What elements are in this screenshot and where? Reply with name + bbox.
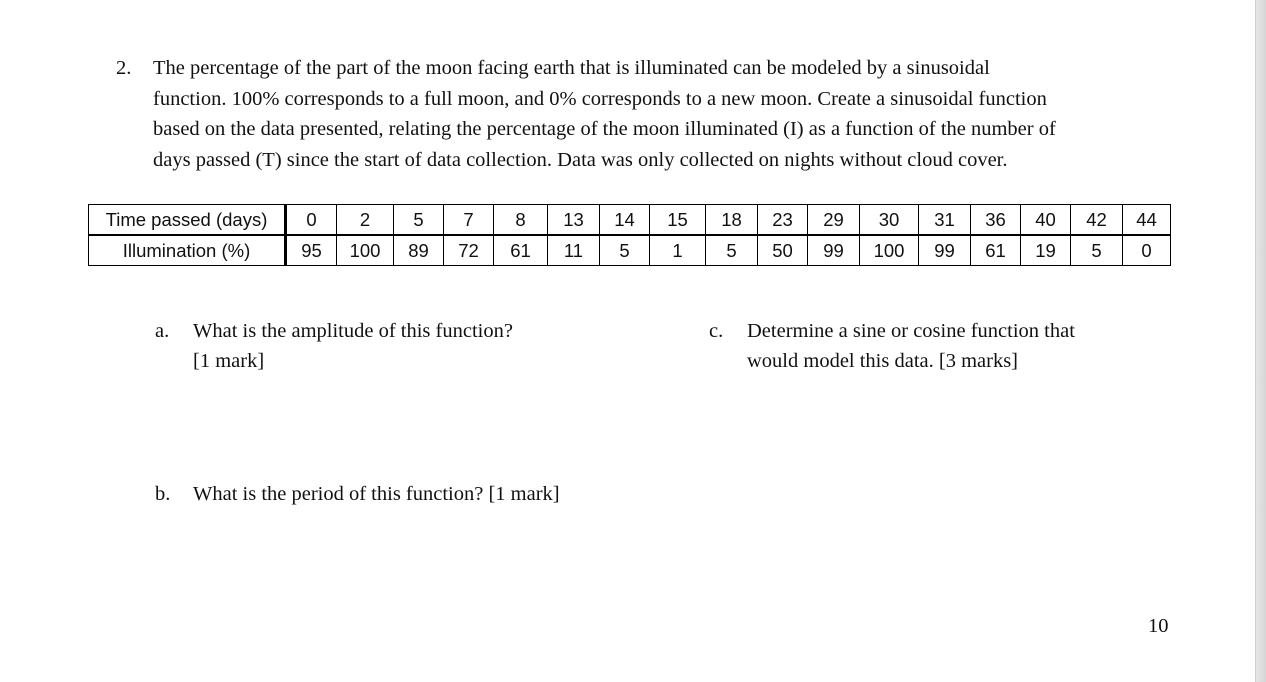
part-c-text xyxy=(747,316,1075,376)
illumination-cell: 0 xyxy=(1123,235,1171,266)
part-a-line: [1 mark] xyxy=(193,350,265,372)
illumination-cell: 5 xyxy=(1071,235,1123,266)
time-cell: 5 xyxy=(394,205,444,236)
time-cell: 42 xyxy=(1071,205,1123,236)
time-cell: 36 xyxy=(971,205,1021,236)
row-header-time: Time passed (days) xyxy=(89,205,286,236)
illumination-cell: 100 xyxy=(860,235,919,266)
illumination-cell: 95 xyxy=(286,235,337,266)
time-cell: 13 xyxy=(548,205,600,236)
part-c-line: would model this data. [3 marks] xyxy=(747,350,1019,372)
time-cell: 31 xyxy=(919,205,971,236)
time-cell: 18 xyxy=(706,205,758,236)
illumination-cell: 50 xyxy=(758,235,808,266)
illumination-cell: 99 xyxy=(808,235,860,266)
time-cell: 44 xyxy=(1123,205,1171,236)
question-line: The percentage of the part of the moon facing earth that is illuminated can be modeled by a sinusoidal xyxy=(153,57,990,79)
time-cell: 23 xyxy=(758,205,808,236)
illumination-cell: 89 xyxy=(394,235,444,266)
question-line: based on the data presented, relating the percentage of the moon illuminated (I) as a function of the number of xyxy=(153,118,1056,140)
time-cell: 7 xyxy=(444,205,494,236)
illumination-cell: 1 xyxy=(650,235,706,266)
illumination-cell: 5 xyxy=(600,235,650,266)
time-cell: 40 xyxy=(1021,205,1071,236)
question-line: days passed (T) since the start of data collection. Data was only collected on nights without cloud cover. xyxy=(153,148,1008,171)
illumination-cell: 11 xyxy=(548,235,600,266)
time-cell: 30 xyxy=(860,205,919,236)
part-a-line: What is the amplitude of this function? xyxy=(193,320,513,342)
row-header-illumination: Illumination (%) xyxy=(89,235,286,266)
illumination-cell: 61 xyxy=(494,235,548,266)
part-a-text xyxy=(193,316,513,376)
question-text xyxy=(153,53,1193,175)
time-cell: 0 xyxy=(286,205,337,236)
question-number: 2. xyxy=(116,57,132,79)
time-cell: 29 xyxy=(808,205,860,236)
time-cell: 15 xyxy=(650,205,706,236)
page-number: 10 xyxy=(1148,615,1169,637)
time-cell: 14 xyxy=(600,205,650,236)
question-line: function. 100% corresponds to a full moon, and 0% corresponds to a new moon. Create a sinusoidal function xyxy=(153,87,1047,110)
illumination-cell: 5 xyxy=(706,235,758,266)
time-cell: 8 xyxy=(494,205,548,236)
part-b-line: What is the period of this function? [1 mark] xyxy=(193,483,560,505)
moon-data-table xyxy=(88,204,1171,266)
illumination-cell: 61 xyxy=(971,235,1021,266)
table-row-illumination xyxy=(89,235,1171,266)
illumination-cell: 19 xyxy=(1021,235,1071,266)
time-cell: 2 xyxy=(337,205,394,236)
illumination-cell: 100 xyxy=(337,235,394,266)
part-b-letter: b. xyxy=(155,483,171,505)
scroll-edge xyxy=(1255,0,1266,682)
part-a-letter: a. xyxy=(155,320,170,342)
part-c-letter: c. xyxy=(709,320,724,342)
illumination-cell: 99 xyxy=(919,235,971,266)
part-b-text xyxy=(193,479,560,509)
part-c-line: Determine a sine or cosine function that xyxy=(747,320,1075,342)
illumination-cell: 72 xyxy=(444,235,494,266)
table-row-time xyxy=(89,205,1171,236)
